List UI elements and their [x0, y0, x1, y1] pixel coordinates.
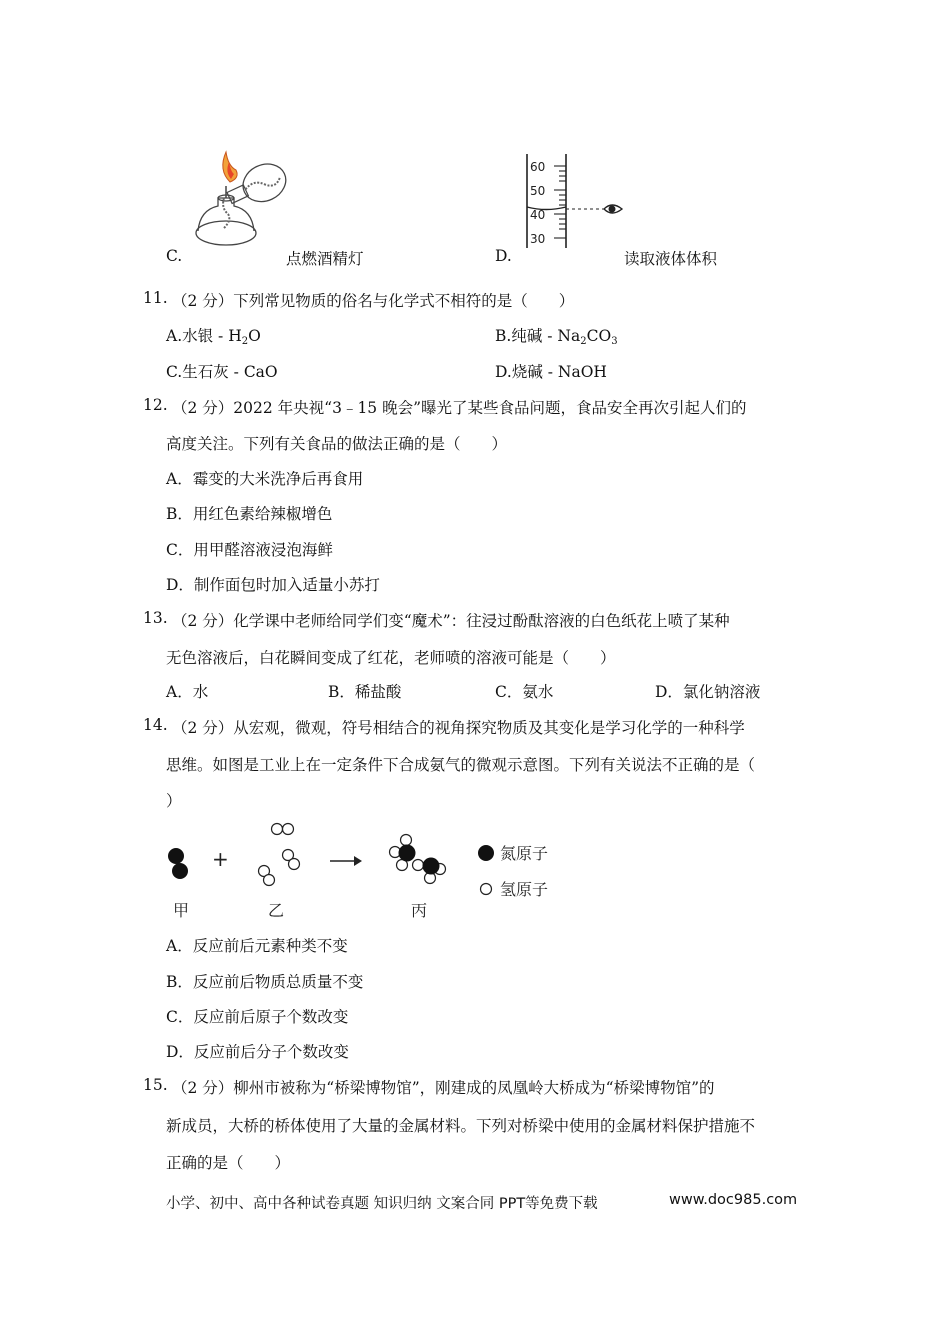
q12-option-b: B．用红色素给辣椒增色 [166, 505, 333, 523]
q15-stem-line3: 正确的是（ ） [166, 1154, 291, 1172]
option-d-text: 读取液体体积 [624, 250, 718, 268]
label-yi: 乙 [268, 901, 285, 920]
option-d-letter: D. [495, 247, 512, 265]
footer-text: 小学、初中、高中各种试卷真题 知识归纳 文案合同 PPT等免费下载 [166, 1196, 598, 1212]
cylinder-tick-30: 30 [530, 232, 546, 246]
footer-website-link[interactable]: www.doc985.com [669, 1192, 798, 1208]
q15-stem-line2: 新成员，大桥的桥体使用了大量的金属材料。下列对桥梁中使用的金属材料保护措施不 [166, 1117, 756, 1135]
legend-hydrogen-atom: 氢原子 [500, 880, 549, 899]
cylinder-tick-40: 40 [530, 208, 546, 222]
q13-option-a: A．水 [166, 683, 209, 701]
option-c-image [188, 148, 308, 260]
q13-stem-line2: 无色溶液后，白花瞬间变成了红花，老师喷的溶液可能是（ ） [166, 649, 616, 667]
option-d-image [524, 152, 628, 254]
q11-stem: （2 分）下列常见物质的俗名与化学式不相符的是（ ） [172, 292, 575, 310]
cylinder-tick-50: 50 [530, 184, 546, 198]
q14-option-d: D．反应前后分子个数改变 [166, 1043, 349, 1061]
label-bing: 丙 [411, 901, 428, 920]
q14-option-c: C．反应前后原子个数改变 [166, 1008, 349, 1026]
q12-stem-line1: （2 分）2022 年央视“3﹣15 晚会”曝光了某些食品问题，食品安全再次引起人们的 [172, 399, 747, 417]
q14-option-b: B．反应前后物质总质量不变 [166, 973, 364, 991]
q12-number: 12. [143, 396, 168, 414]
q13-number: 13. [143, 609, 168, 627]
q12-option-c: C．用甲醛溶液浸泡海鲜 [166, 541, 333, 559]
q12-option-a: A．霉变的大米洗净后再食用 [166, 470, 364, 488]
q11-option-a: A.水银 - $H_2O$ [166, 327, 261, 347]
option-c-letter: C. [166, 247, 183, 265]
q11-option-b: B.纯碱 - $Na_2CO_3$ [495, 327, 618, 347]
q11-number: 11. [143, 289, 168, 307]
q14-stem-line2: 思维。如图是工业上在一定条件下合成氨气的微观示意图。下列有关说法不正确的是（ [166, 756, 756, 774]
q14-stem-line1: （2 分）从宏观，微观，符号相结合的视角探究物质及其变化是学习化学的一种科学 [172, 719, 745, 737]
q11-option-d: D.烧碱 - NaOH [495, 363, 607, 381]
q15-number: 15. [143, 1076, 168, 1094]
q12-stem-line2: 高度关注。下列有关食品的做法正确的是（ ） [166, 435, 508, 453]
option-c-text: 点燃酒精灯 [286, 250, 364, 268]
q12-option-d: D．制作面包时加入适量小苏打 [166, 576, 380, 594]
ammonia-synthesis-diagram [160, 818, 560, 930]
q15-stem-line1: （2 分）柳州市被称为“桥梁博物馆”，刚建成的凤凰岭大桥成为“桥梁博物馆”的 [172, 1079, 715, 1097]
plus-sign: + [212, 847, 229, 871]
label-jia: 甲 [173, 901, 190, 920]
q13-option-b: B．稀盐酸 [328, 683, 402, 701]
q13-option-d: D．氯化钠溶液 [655, 683, 761, 701]
eye-icon [604, 205, 622, 213]
q14-number: 14. [143, 716, 168, 734]
q13-option-c: C．氨水 [495, 683, 554, 701]
legend-nitrogen-atom: 氮原子 [500, 844, 549, 863]
q14-stem-line3: ） [166, 792, 182, 810]
cylinder-tick-60: 60 [530, 160, 546, 174]
q11-option-c: C.生石灰 - CaO [166, 363, 278, 381]
q13-stem-line1: （2 分）化学课中老师给同学们变“魔术”：往浸过酚酞溶液的白色纸花上喷了某种 [172, 612, 730, 630]
q14-option-a: A．反应前后元素种类不变 [166, 937, 348, 955]
